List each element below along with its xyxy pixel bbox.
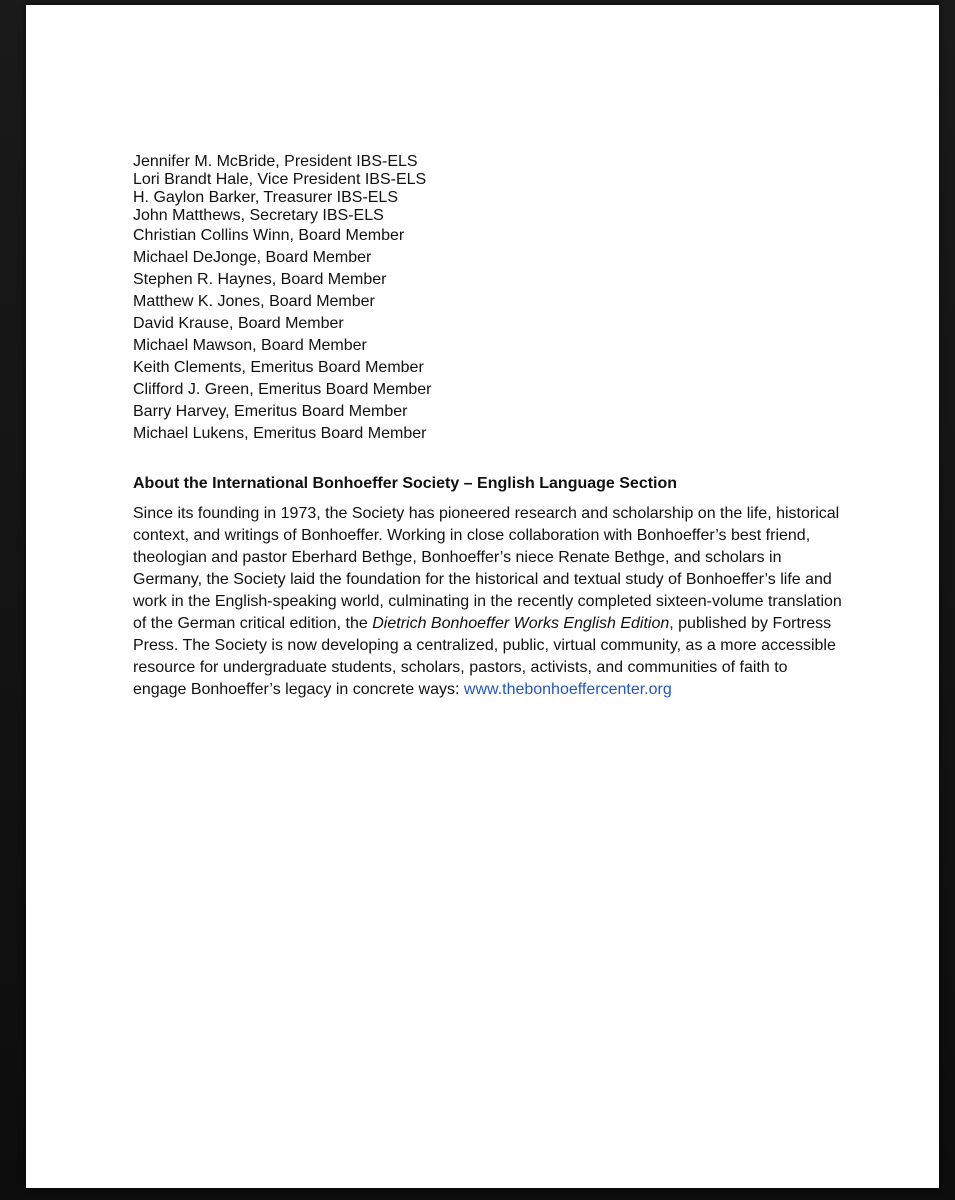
board-member-item: Jennifer M. McBride, President IBS-ELS [133, 153, 418, 170]
about-paragraph [133, 503, 843, 701]
board-member-item: Stephen R. Haynes, Board Member [133, 271, 387, 288]
board-member-item: Michael Mawson, Board Member [133, 337, 367, 354]
board-member-item: Barry Harvey, Emeritus Board Member [133, 403, 408, 420]
book-title: Dietrich Bonhoeffer Works English Edition [372, 615, 670, 632]
board-member-list [133, 153, 843, 445]
website-link[interactable]: www.thebonhoeffercenter.org [463, 681, 672, 698]
board-member-item: Lori Brandt Hale, Vice President IBS-ELS [133, 171, 427, 188]
board-member-item: Clifford J. Green, Emeritus Board Member [133, 381, 432, 398]
board-member-item: Matthew K. Jones, Board Member [133, 293, 375, 310]
page-content [133, 153, 843, 701]
document-page [26, 5, 939, 1188]
board-member-item: Michael DeJonge, Board Member [133, 249, 372, 266]
about-text-part1: Since its founding in 1973, the Society has pioneered research and scholarship on the life, historical context, and writings of Bonhoeffer. Working in close collaboration with Bonhoeffer’s best friend, theologian and pastor Eberhard Bethge, Bonhoeffer’s niece Renate Bethge, and scholars in Germany, the Society laid the foundation for the historical and textual study of Bonhoeffer’s life and work in the English-speaking world, culminating in the recently completed sixteen-volume translation of the German critical edition, the [133, 505, 842, 632]
board-member-item: H. Gaylon Barker, Treasurer IBS-ELS [133, 189, 398, 206]
board-member-item: Christian Collins Winn, Board Member [133, 227, 405, 244]
board-member-item: Michael Lukens, Emeritus Board Member [133, 425, 427, 442]
board-member-item: David Krause, Board Member [133, 315, 344, 332]
about-heading: About the International Bonhoeffer Society – English Language Section [133, 475, 678, 492]
board-member-item: Keith Clements, Emeritus Board Member [133, 359, 424, 376]
about-text-part2: , published by Fortress Press. The Society is now developing a centralized, public, virtual community, as a more accessible resource for undergraduate students, scholars, pastors, activists, and communities of faith to engage Bonhoeffer’s legacy in concrete ways: [133, 615, 836, 698]
board-member-item: John Matthews, Secretary IBS-ELS [133, 207, 384, 224]
